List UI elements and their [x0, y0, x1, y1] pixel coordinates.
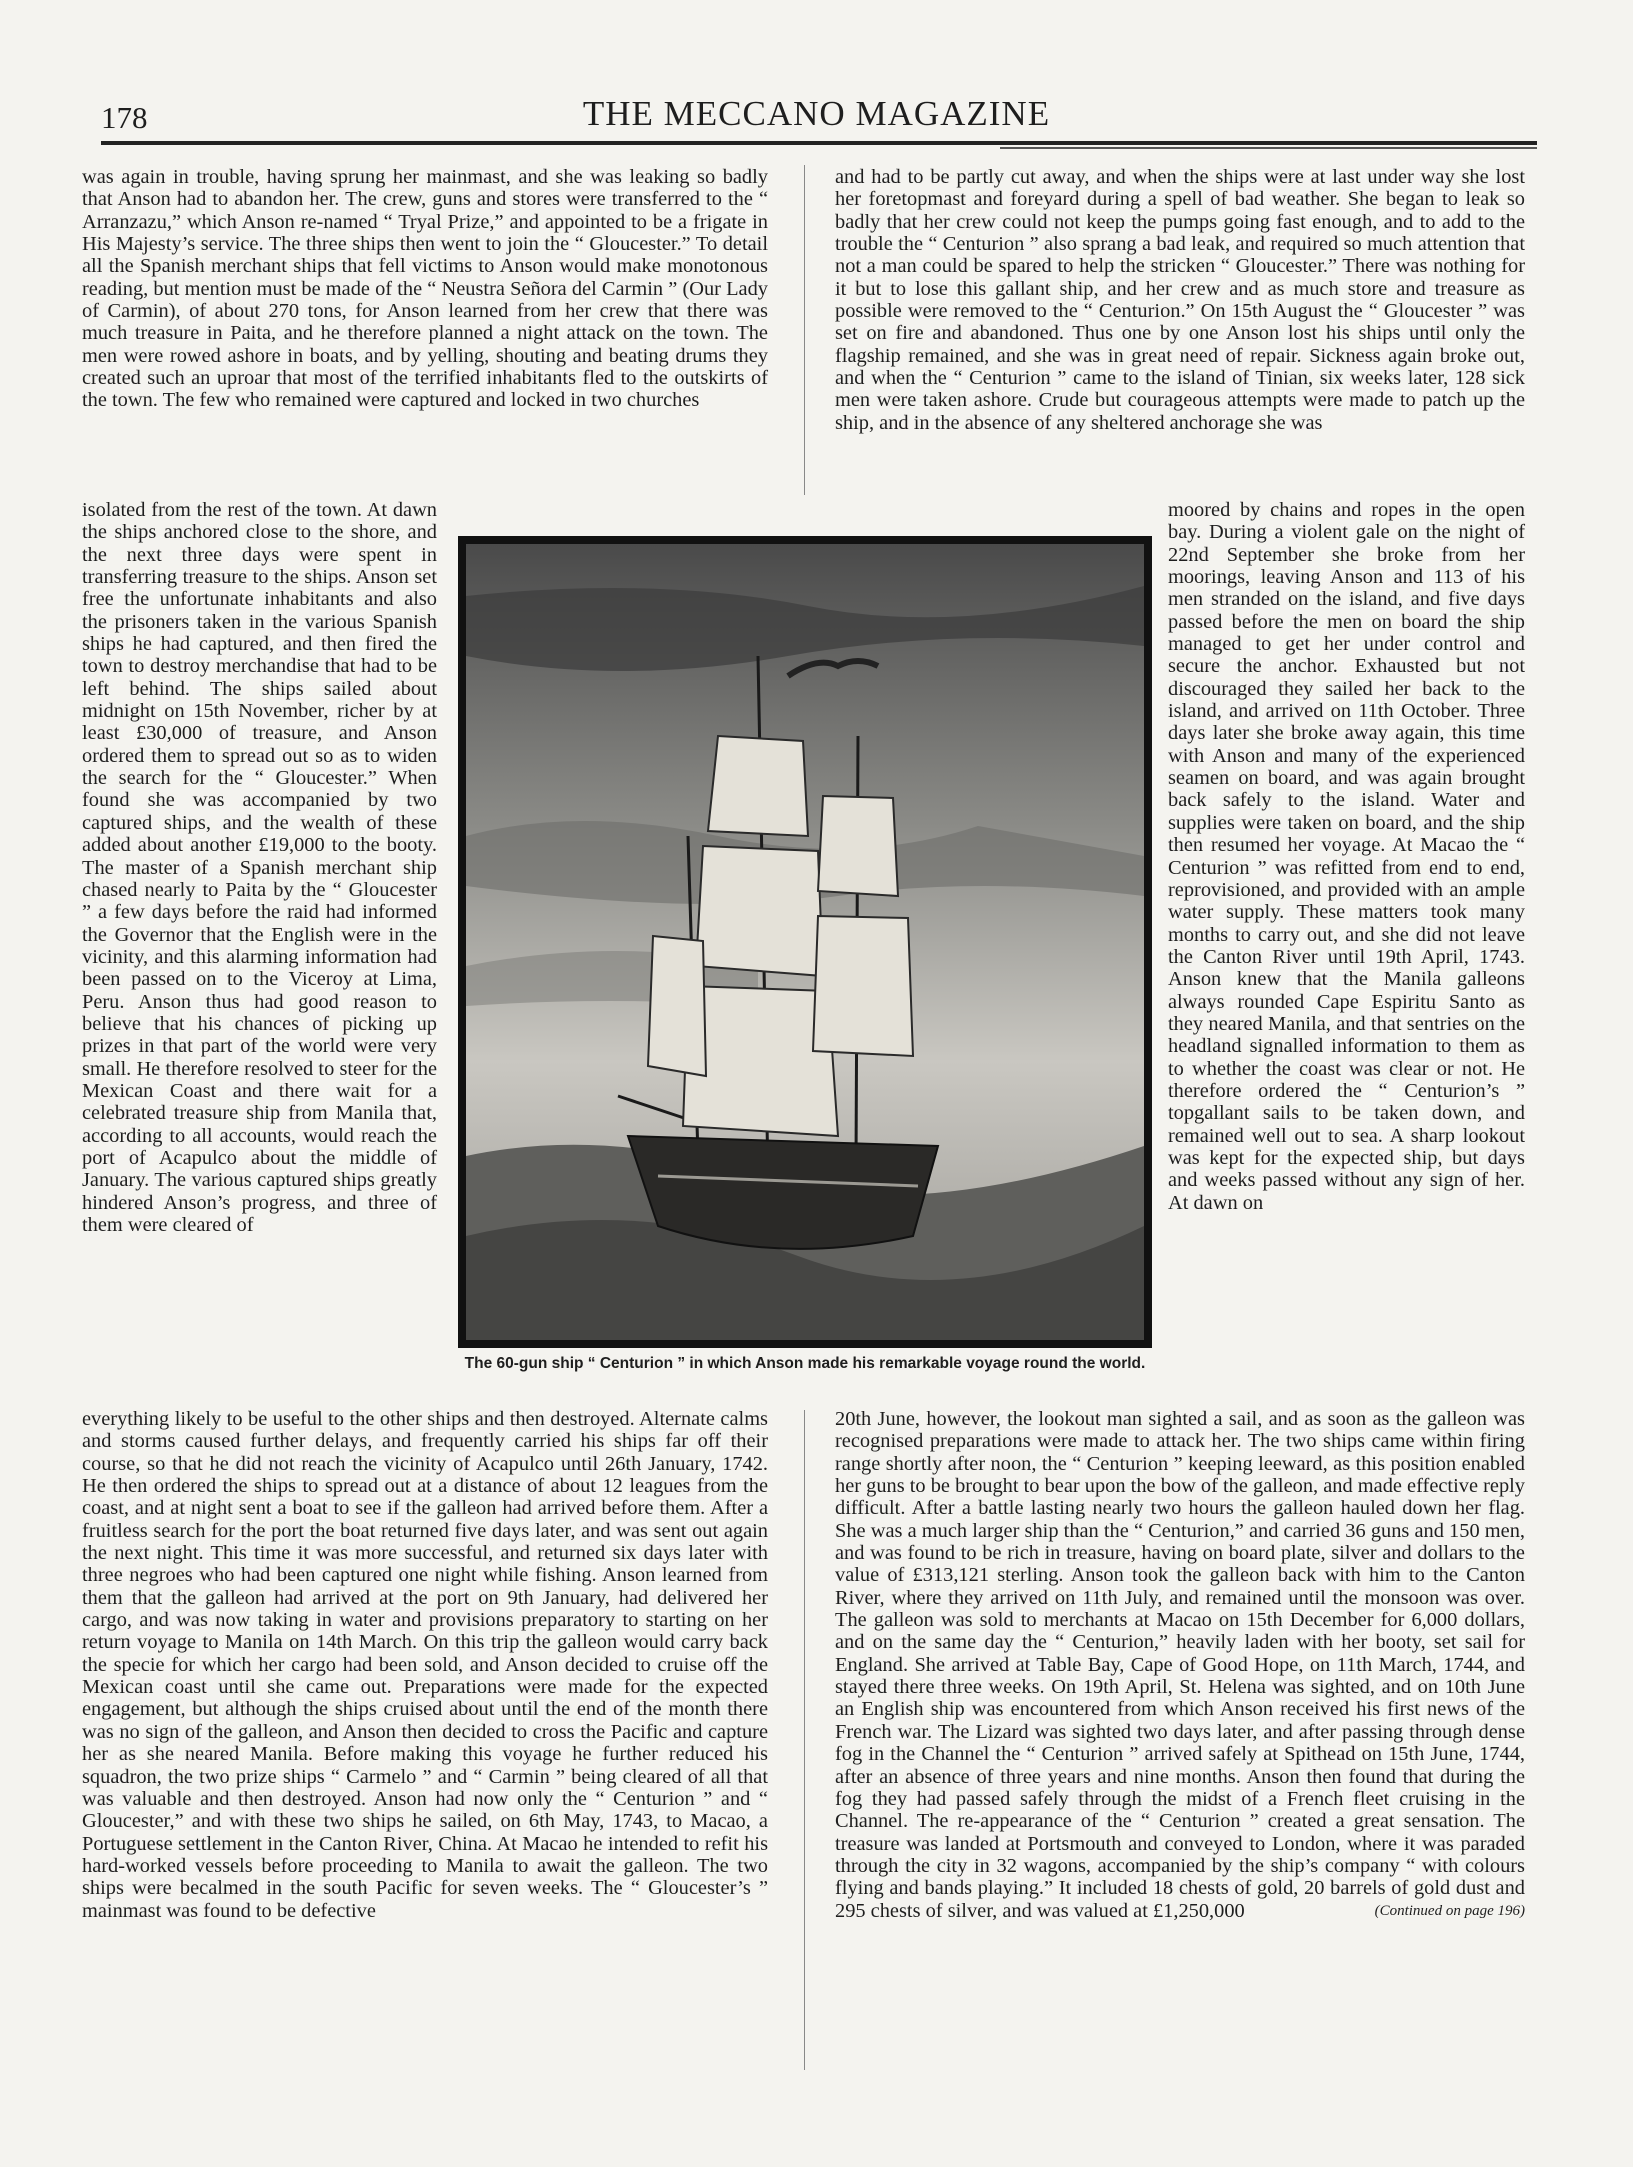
column2-bottom-body: 20th June, however, the lookout man sighted a sail, and as soon as the galleon was recognised preparations were made to attack her. The two ships came within firing range shortly after noon, the “ Centurion ” keeping leeward, as this position enabled her guns to be brought to bear upon the bow of the galleon, and made effective reply difficult. After a battle lasting nearly two hours the galleon hauled down her flag. She was a much larger ship than the “ Centurion,” and carried 36 guns and 150 men, and was found to be rich in treasure, having on board plate, silver and dollars to the value of £313,121 sterling. Anson took the galleon back with him to the Canton River, where they arrived on 11th July, and remained until the monsoon was over. The galleon was sold to merchants at Macao on 15th December for 6,000 dollars, and on the same day the “ Centurion,” heavily laden with her booty, set sail for England. She arrived at Table Bay, Cape of Good Hope, on 11th March, 1744, and stayed there three weeks. On 19th April, St. Helena was sighted, and on 10th June an English ship was encountered from which Anson received his first news of the French war. The Lizard was sighted two days later, and after passing through dense fog in the Channel the “ Centurion ” arrived safely at Spithead on 15th June, 1744, after an absence of three years and nine months. Anson then found that during the fog they had passed safely through the midst of a French fleet cruising in the Channel. The re-appearance of the “ Centurion ” created a great sensation. The treasure was landed at Portsmouth and conveyed to London, where it was paraded through the city in 32 wagons, accompanied by the ship’s company “ with colours flying and bands playing.” It included 18 chests of gold, 20 barrels of gold dust and 295 chests of silver, and was valued at £1,250,000 — [835, 1408, 1525, 1922]
column2-wrap-text: moored by chains and ropes in the open bay. During a violent gale on the night of 22nd September she broke from her moorings, leaving Anson and 113 of his men stranded on the island, and five days passed before the men on board the ship managed to get her under control and secure the anchor. Exhausted but not discouraged they sailed her back to the island, and arrived on 11th October. Three days later she broke away again, this time with Anson and many of the experienced seamen on board, and was again brought back safely to the island. Water and supplies were taken on board, and the ship then resumed her voyage. At Macao the “ Centurion ” was refitted from end to end, reprovisioned, and provided with an ample water supply. These matters took many months to carry out, and she did not leave the Canton River until 19th April, 1743. Anson knew that the Manila galleons always rounded Cape Espiritu Santo as they neared Manila, and that sentries on the headland signalled information to them as to whether the coast was clear or not. He therefore ordered the “ Centurion’s ” topgallant sails to be taken down, and remained well out to sea. A sharp lookout was kept for the expected ship, but days and weeks passed without any sign of her. At dawn on — [1168, 499, 1525, 1214]
magazine-title: THE MECCANO MAGAZINE — [582, 94, 1051, 133]
column1-wrap-text: isolated from the rest of the town. At dawn the ships anchored close to the shore, and the next three days were spent in transferring treasure to the ships. Anson set free the unfortunate inhabitants and also the prisoners taken in the various Spanish ships he had captured, and then fired the town to destroy merchandise that had to be left behind. The ships sailed about midnight on 15th November, richer by at least £30,000 of treasure, and Anson ordered them to spread out so as to widen the search for the “ Gloucester.” When found she was accompanied by two captured ships, and the wealth of these added about another £19,000 to the booty. The master of a Spanish merchant ship chased nearly to Paita by the “ Gloucester ” a few days before the raid had informed the Governor that the English were in the vicinity, and this alarming information had been passed on to the Viceroy at Lima, Peru. Anson thus had good reason to believe that his chances of picking up prizes in that part of the world were very small. He therefore resolved to steer for the Mexican Coast and there wait for a celebrated treasure ship from Manila that, according to all accounts, would reach the port of Acapulco about the middle of January. The various captured ships greatly hindered Anson’s progress, and three of them were cleared of — [82, 499, 437, 1236]
column2-bottom-text — [835, 1408, 1525, 1922]
figure-caption: The 60-gun ship “ Centurion ” in which Anson made his remarkable voyage round the world. — [464, 1355, 1146, 1372]
column-divider-top — [804, 165, 805, 495]
column-divider-bottom — [804, 1410, 805, 2070]
column1-top-text: was again in trouble, having sprung her mainmast, and she was leaking so badly that Anson had to abandon her. The crew, guns and stores were transferred to the “ Arranzazu,” which Anson re-named “ Tryal Prize,” and appointed to be a frigate in His Majesty’s service. The three ships then went to join the “ Gloucester.” To detail all the Spanish merchant ships that fell victims to Anson would make monotonous reading, but mention must be made of the “ Neustra Señora del Carmin ” (Our Lady of Carmin), of about 270 tons, for Anson learned from her crew that there was much treasure in Paita, and he therefore planned a night attack on the town. The men were rowed ashore in boats, and by yelling, shouting and beating drums they created such an uproar that most of the terrified inhabitants fled to the outskirts of the town. The few who remained were captured and locked in two churches — [82, 166, 768, 412]
header-rule — [101, 141, 1537, 145]
header-rule-thin — [1000, 147, 1537, 149]
column2-top-text: and had to be partly cut away, and when the ships were at last under way she lost her foretopmast and foreyard during a spell of bad weather. She began to leak so badly that her crew could not keep the pumps going fast enough, and to add to the trouble the “ Centurion ” also sprang a bad leak, and required so much attention that not a man could be spared to help the stricken “ Gloucester.” There was nothing for it but to lose this gallant ship, and her crew and as much store and treasure as possible were removed to the “ Centurion.” On 15th August the “ Gloucester ” was set on fire and abandoned. Thus one by one Anson lost his ships until only the flagship remained, and she was in great need of repair. Sickness again broke out, and when the “ Centurion ” came to the island of Tinian, six weeks later, 128 sick men were taken ashore. Crude but courageous attempts were made to patch up the ship, and in the absence of any sheltered anchorage she was — [835, 166, 1525, 434]
column1-bottom-text: everything likely to be useful to the other ships and then destroyed. Alternate calms and storms caused further delays, and frequently carried his ships far off their course, so that he did not reach the vicinity of Acapulco until 26th January, 1742. He then ordered the ships to spread out at a distance of about 12 leagues from the coast, and at night sent a boat to see if the galleon had arrived before them. After a fruitless search for the port the boat returned five days later, and was sent out again the next night. This time it was more successful, and returned six days later with three negroes who had been captured one night while fishing. Anson learned from them that the galleon had arrived at the port on 9th January, had delivered her cargo, and was now taking in water and provisions preparatory to starting on her return voyage to Manila on 14th March. On this trip the galleon would carry back the specie for which her cargo had been sold, and Anson decided to cruise off the Mexican coast until she came out. Preparations were made for the expected engagement, but although the ships cruised about until the end of the month there was no sign of the galleon, and Anson then decided to cross the Pacific and capture her as she neared Manila. Before making this voyage he further reduced his squadron, the two prize ships “ Carmelo ” and “ Carmin ” being cleared of all that was valuable and then destroyed. Anson had now only the “ Centurion ” and “ Gloucester,” and with these two ships he sailed, on 6th May, 1743, to Macao, a Portuguese settlement in the Canton River, China. At Macao he intended to refit his hard-worked vessels before proceeding to Manila to await the galleon. The two ships were becalmed in the south Pacific for seven weeks. The “ Gloucester’s ” mainmast was found to be defective — [82, 1408, 768, 1922]
page-number: 178 — [101, 100, 148, 135]
continued-note: (Continued on page 196) — [1374, 1902, 1525, 1919]
ship-illustration — [458, 536, 1152, 1348]
